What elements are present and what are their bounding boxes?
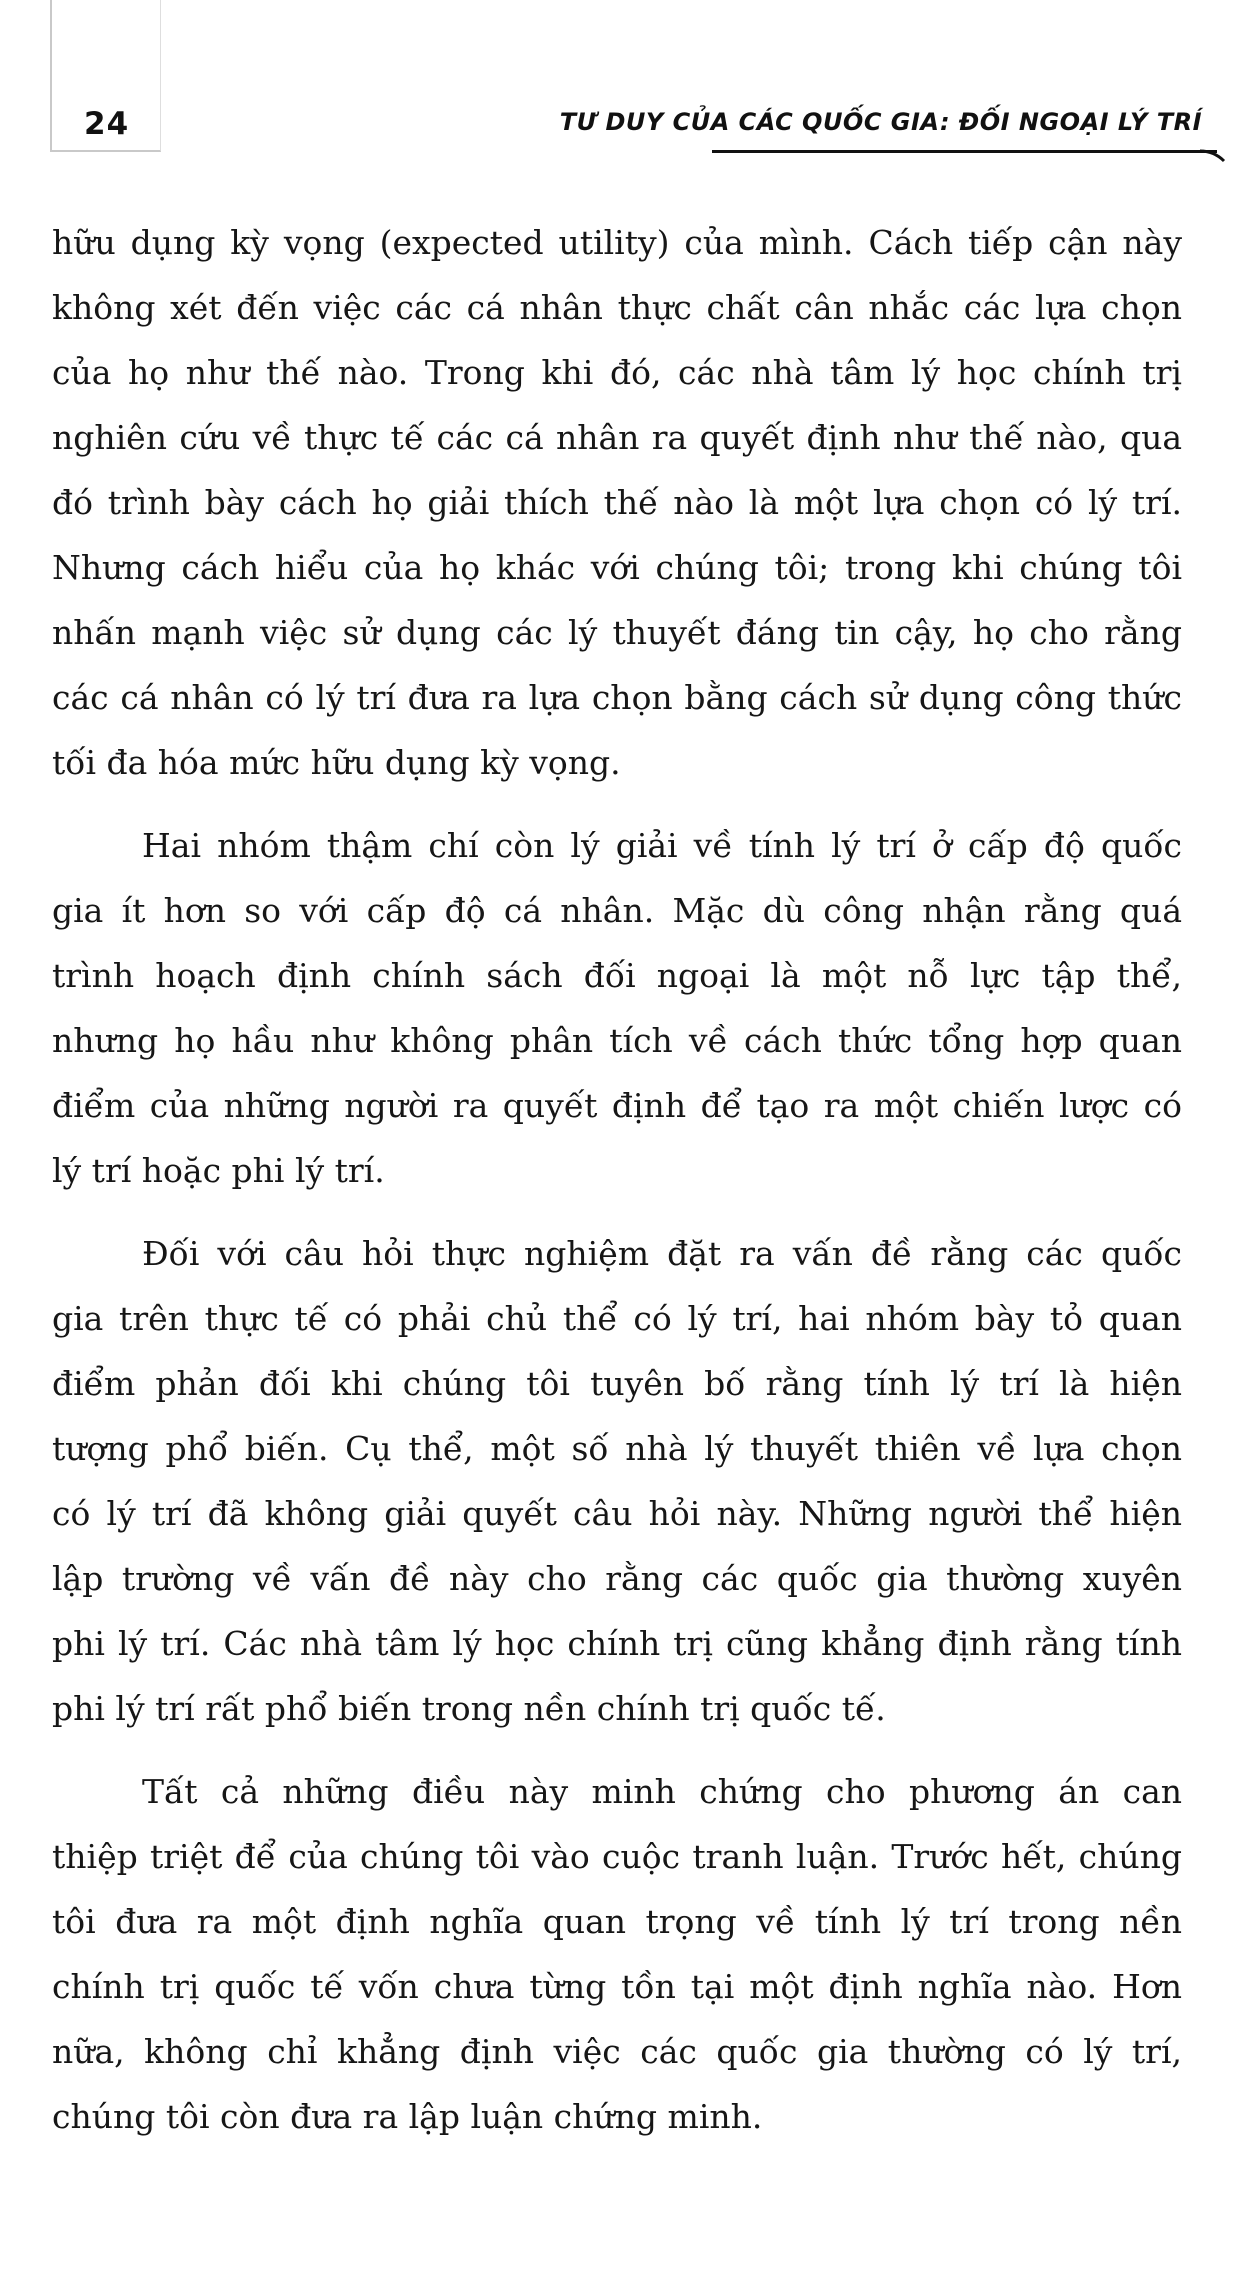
text-line: không xét đến việc các cá nhân thực chất cân nhắc các lựa chọn (52, 288, 1182, 327)
text-line: phi lý trí rất phổ biến trong nền chính trị quốc tế. (52, 1689, 886, 1728)
text-line: nghiên cứu về thực tế các cá nhân ra quyết định như thế nào, qua (52, 418, 1182, 457)
text-line: nữa, không chỉ khẳng định việc các quốc gia thường có lý trí, (52, 2032, 1182, 2071)
paragraph-4 (52, 1759, 1182, 2149)
text-line: gia ít hơn so với cấp độ cá nhân. Mặc dù công nhận rằng quá (52, 891, 1182, 930)
paragraph-3 (52, 1221, 1182, 1741)
text-line: đó trình bày cách họ giải thích thế nào là một lựa chọn có lý trí. (52, 483, 1182, 522)
text-line: điểm của những người ra quyết định để tạo ra một chiến lược có (52, 1086, 1182, 1125)
text-line: chúng tôi còn đưa ra lập luận chứng minh. (52, 2097, 763, 2136)
text-line: trình hoạch định chính sách đối ngoại là một nỗ lực tập thể, (52, 956, 1182, 995)
header-rule (712, 150, 1217, 153)
text-line: Tất cả những điều này minh chứng cho phương án can (142, 1772, 1182, 1811)
text-line: tượng phổ biến. Cụ thể, một số nhà lý thuyết thiên về lựa chọn (52, 1429, 1182, 1468)
text-line: tôi đưa ra một định nghĩa quan trọng về tính lý trí trong nền (52, 1902, 1182, 1941)
text-line: Đối với câu hỏi thực nghiệm đặt ra vấn đề rằng các quốc (142, 1234, 1182, 1273)
body-text (52, 210, 1182, 2167)
text-line: nhưng họ hầu như không phân tích về cách thức tổng hợp quan (52, 1021, 1182, 1060)
text-line: Nhưng cách hiểu của họ khác với chúng tôi; trong khi chúng tôi (52, 548, 1182, 587)
text-line: của họ như thế nào. Trong khi đó, các nhà tâm lý học chính trị (52, 353, 1182, 392)
text-line: các cá nhân có lý trí đưa ra lựa chọn bằng cách sử dụng công thức (52, 678, 1182, 717)
text-line: điểm phản đối khi chúng tôi tuyên bố rằng tính lý trí là hiện (52, 1364, 1182, 1403)
text-line: tối đa hóa mức hữu dụng kỳ vọng. (52, 743, 621, 782)
running-title: TƯ DUY CỦA CÁC QUỐC GIA: ĐỐI NGOẠI LÝ TRÍ (559, 108, 1202, 136)
header-rule-flourish (1200, 143, 1226, 163)
text-line: có lý trí đã không giải quyết câu hỏi này. Những người thể hiện (52, 1494, 1182, 1533)
text-line: lập trường về vấn đề này cho rằng các quốc gia thường xuyên (52, 1559, 1182, 1598)
paragraph-1 (52, 210, 1182, 795)
text-line: Hai nhóm thậm chí còn lý giải về tính lý trí ở cấp độ quốc (142, 826, 1182, 865)
text-line: gia trên thực tế có phải chủ thể có lý trí, hai nhóm bày tỏ quan (52, 1299, 1182, 1338)
text-line: hữu dụng kỳ vọng (expected utility) của mình. Cách tiếp cận này (52, 223, 1182, 262)
paragraph-2 (52, 813, 1182, 1203)
text-line: lý trí hoặc phi lý trí. (52, 1151, 385, 1190)
text-line: phi lý trí. Các nhà tâm lý học chính trị cũng khẳng định rằng tính (52, 1624, 1182, 1663)
text-line: nhấn mạnh việc sử dụng các lý thuyết đáng tin cậy, họ cho rằng (52, 613, 1182, 652)
text-line: chính trị quốc tế vốn chưa từng tồn tại một định nghĩa nào. Hơn (52, 1967, 1182, 2006)
text-line: thiệp triệt để của chúng tôi vào cuộc tranh luận. Trước hết, chúng (52, 1837, 1182, 1876)
page-number: 24 (84, 106, 130, 142)
